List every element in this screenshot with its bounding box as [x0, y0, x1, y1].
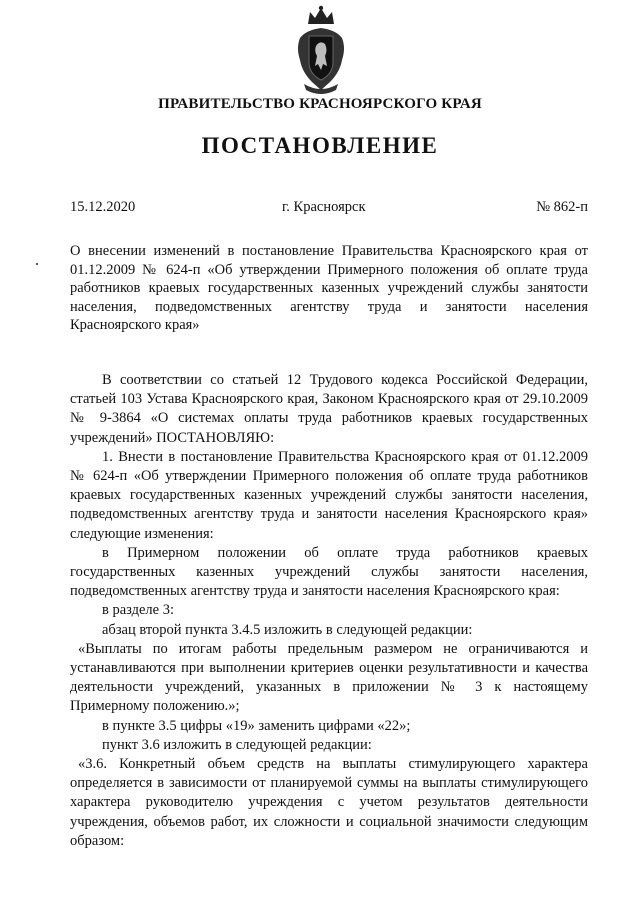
coat-of-arms-emblem: [292, 4, 350, 96]
body-paragraph: «Выплаты по итогам работы предельным размером не ограничиваются и устанавливаются при выполнении критериев оценки результативности и качества деятельности учреждений, указанных в приложении № 3 к настоящему Примерному положению.»;: [70, 640, 588, 715]
document-title-text: О внесении изменений в постановление Правительства Красноярского края от 01.12.2009 № 624-п «Об утверждении Примерного положения об оплате труда работников краевых государственных казенных учреждений службы занятости населения, подведомственных агентству труда и занятости населения Красноярского края»: [70, 243, 588, 334]
government-heading: ПРАВИТЕЛЬСТВО КРАСНОЯРСКОГО КРАЯ: [158, 96, 482, 112]
document-number: № 862-п: [536, 199, 588, 215]
body-paragraph: в пункте 3.5 цифры «19» заменить цифрами «22»;: [102, 717, 411, 734]
scan-mark: [36, 263, 38, 265]
document-meta-row: [70, 199, 588, 219]
body-paragraph: абзац второй пункта 3.4.5 изложить в следующей редакции:: [102, 621, 473, 638]
body-paragraph: «3.6. Конкретный объем средств на выплаты стимулирующего характера определяется в зависимости от планируемой суммы на выплаты стимулирующего характера руководителю учреждения с учетом результатов деятельности учреждения, объемов работ, их сложности и социальной значимости следующим образом:: [70, 756, 588, 849]
body-paragraph: в Примерном положении об оплате труда работников краевых государственных казенных учреждений службы занятости населения, подведомственных агентству труда и занятости населения Красноярского края:: [70, 544, 588, 600]
document-city: г. Красноярск: [282, 199, 366, 215]
document-title: [70, 242, 588, 335]
body-paragraph: 1. Внести в постановление Правительства Красноярского края от 01.12.2009 № 624-п «Об утверждении Примерного положения об оплате труда работников краевых государственных казенных учреждений службы занятости населения, подведомственных агентству труда и занятости населения Красноярского края» следующие изменения:: [70, 448, 588, 542]
body-paragraph: В соответствии со статьей 12 Трудового кодекса Российской Федерации, статьей 103 Устава Красноярского края, Законом Красноярского края от 29.10.2009 № 9-3864 «О системах оплаты труда работников краевых государственных учреждений» ПОСТАНОВЛЯЮ:: [70, 372, 588, 446]
body-paragraph: в разделе 3:: [102, 602, 175, 619]
document-date: 15.12.2020: [70, 199, 136, 215]
document-type-heading: ПОСТАНОВЛЕНИЕ: [201, 133, 439, 158]
document-body: [70, 371, 588, 851]
body-paragraph: пункт 3.6 изложить в следующей редакции:: [102, 736, 372, 753]
